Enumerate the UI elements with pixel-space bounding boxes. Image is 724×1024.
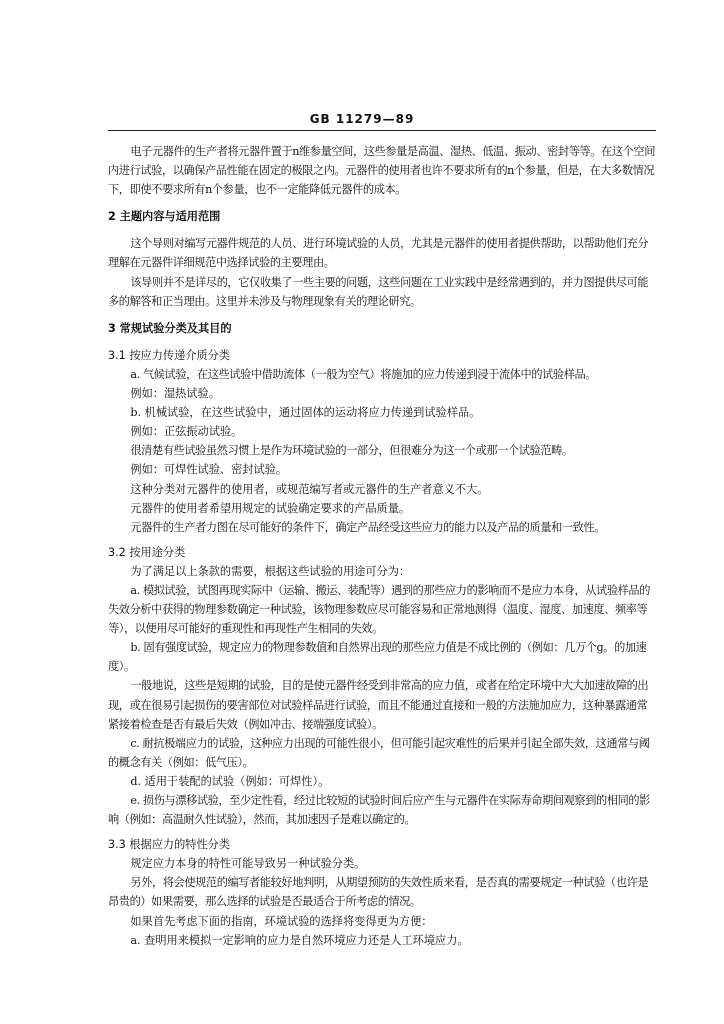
section-heading-2: 2 主题内容与适用范围 bbox=[108, 210, 221, 224]
paragraph-3-1-b: 这种分类对元器件的使用者，或规范编写者或元器件的生产者意义不大。 bbox=[130, 482, 489, 496]
section-heading-3: 3 常规试验分类及其目的 bbox=[108, 321, 232, 335]
intro-paragraph: 电子元器件的生产者将元器件置于n维参量空间，这些参量是高温、湿热、低温、振动、密封等等。在这个空间内进行试验，以确保产品性能在固定的极限之内。元器件的使用者也许不要求所有的n个参量，但是，在大多数情况下，即使不要求所有n个参量，也不一定能降低元器件的成本。 bbox=[108, 145, 655, 197]
item-3-3-a: a. 查明用来模拟一定影响的应力是自然环境应力还是人工环境应力。 bbox=[130, 933, 469, 947]
paragraph-2-2: 该导则并不是详尽的，它仅收集了一些主要的问题，这些问题在工业实践中是经常遇到的，并力图提供尽可能多的解答和正当理由。这里并未涉及与物理现象有关的理论研究。 bbox=[108, 275, 649, 308]
item-3-1-b: b. 机械试验，在这些试验中，通过固体的运动将应力传递到试验样品。 bbox=[130, 406, 481, 420]
paragraph-3-3-c: 如果首先考虑下面的指南，环境试验的选择将变得更为方便： bbox=[130, 914, 433, 928]
item-3-2-b: b. 固有强度试验，规定应力的物理参数值和自然界出现的那些应力值是不成比例的（例如：几万个g。的加速度）。 bbox=[108, 641, 647, 674]
paragraph-2-1: 这个导则对编写元器件规范的人员、进行环境试验的人员，尤其是元器件的使用者提供帮助，以帮助他们充分理解在元器件详细规范中选择试验的主要理由。 bbox=[108, 237, 649, 270]
document-number-header: GB 11279—89 bbox=[309, 112, 415, 126]
item-3-1-a: a. 气候试验，在这些试验中借助流体（一般为空气）将施加的应力传递到浸于流体中的试验样品。 bbox=[130, 367, 597, 381]
paragraph-3-1-a-example: 例如：可焊性试验、密封试验。 bbox=[130, 463, 288, 477]
document-body bbox=[108, 142, 656, 950]
paragraph-3-3-a: 规定应力本身的特性可能导致另一种试验分类。 bbox=[130, 857, 366, 871]
paragraph-3-1-a: 很清楚有些试验虽然习惯上是作为环境试验的一部分，但很难分为这一个或那一个试验范畴。 bbox=[130, 444, 573, 458]
item-3-2-a: a. 模拟试验，试图再现实际中（运输、搬运、装配等）遇到的那些应力的影响而不是应力本身，从试验样品的失效分析中获得的物理参数确定一种试验，该物理参数应尽可能容易和正常地测得（温度、湿度、加速度、频率等等），以便用尽可能好的重现性和再现性产生相同的失效。 bbox=[108, 583, 650, 636]
item-3-2-e: e. 损伤与漂移试验，至少定性看，经过比较短的试验时间后应产生与元器件在实际寿命期间观察到的相同的影响（例如：高温耐久性试验），然而，其加速因子是难以确定的。 bbox=[108, 794, 650, 827]
paragraph-3-2: 为了满足以上条款的需要，根据这些试验的用途可分为： bbox=[130, 564, 411, 578]
paragraph-3-3-b: 另外，将会使规范的编写者能较好地判明，从期望预防的失效性质来看，是否真的需要规定一种试验（也许是昂贵的）如果需要，那么选择的试验是否最适合于所考虑的情况。 bbox=[108, 876, 649, 909]
item-3-2-d: d. 适用于装配的试验（例如：可焊性）。 bbox=[130, 774, 330, 788]
paragraph-3-2-b: 一般地说，这些是短期的试验，目的是使元器件经受到非常高的应力值，或者在给定环境中大大加速故障的出现，或在很易引起损伤的要害部位对试验样品进行试验，而且不能通过直接和一般的方法施加应力，这种暴露通常紧接着检查是否有最后失效（例如冲击、接端强度试验）。 bbox=[108, 679, 649, 731]
subsection-heading-3-1: 3.1 按应力传递介质分类 bbox=[108, 348, 231, 362]
subsection-heading-3-3: 3.3 根据应力的特性分类 bbox=[108, 838, 231, 852]
subsection-heading-3-2: 3.2 按用途分类 bbox=[108, 545, 186, 559]
item-3-2-c: c. 耐抗极端应力的试验，这种应力出现的可能性很小，但可能引起灾难性的后果并引起全部失效，这通常与阈的概念有关（例如：低气压）。 bbox=[108, 736, 650, 769]
item-3-1-a-example: 例如：湿热试验。 bbox=[130, 387, 220, 401]
paragraph-3-1-d: 元器件的生产者力图在尽可能好的条件下，确定产品经受这些应力的能力以及产品的质量和一致性。 bbox=[130, 520, 606, 534]
item-3-1-b-example: 例如：正弦振动试验。 bbox=[130, 425, 243, 439]
header-rule bbox=[108, 130, 656, 131]
paragraph-3-1-c: 元器件的使用者希望用规定的试验确定要求的产品质量。 bbox=[130, 501, 411, 515]
